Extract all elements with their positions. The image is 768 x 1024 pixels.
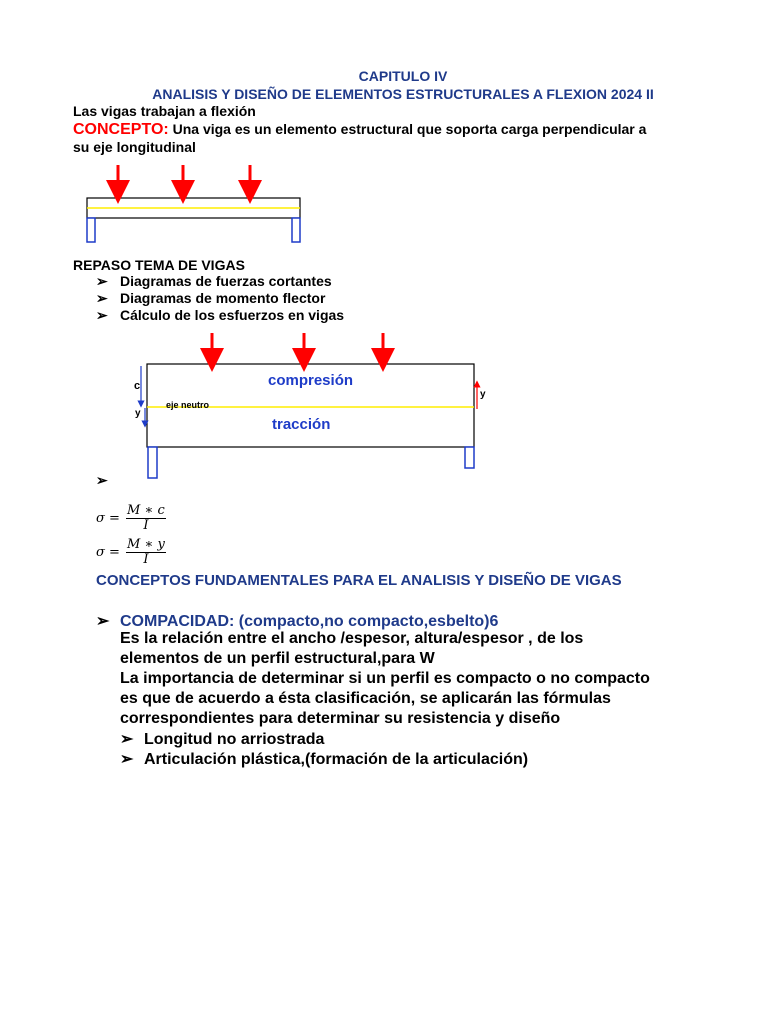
compactness-item [96,611,498,631]
fraction: $\frac{M ∗ y}{I}$ [127,537,165,567]
bullet-arrow-icon: ➢ [96,307,108,323]
beam1-support-right [292,218,300,242]
review-item: ➢ Cálculo de los esfuerzos en vigas [96,307,345,323]
y-label-left: y [135,408,141,419]
concept-text-line2: su eje longitudinal [73,139,196,155]
fundamentals-heading: CONCEPTOS FUNDAMENTALES PARA EL ANALISIS Y DISEÑO DE VIGAS [96,572,622,589]
paragraph-line: elementos de un perfil estructural,para W [120,650,435,667]
bullet-arrow-icon: ➢ [96,613,110,630]
bullet-arrow-icon: ➢ [96,290,108,306]
concept-label: CONCEPTO: [73,121,169,138]
paragraph-line: La importancia de determinar si un perfil es compacto o no compacto [120,670,650,687]
stress-formula-y: σ = $\frac{M ∗ y}{I}$ [96,537,165,567]
review-item: ➢ Diagramas de momento flector [96,290,326,306]
beam2-support-right [465,447,474,468]
beam2-support-left [148,447,157,478]
paragraph-line: Es la relación entre el ancho /espesor, altura/espesor , de los [120,630,584,647]
sub-item: ➢ Articulación plástica,(formación de la articulación) [120,751,529,768]
bullet-arrow-icon: ➢ [96,472,108,488]
bullet-arrow-icon: ➢ [96,273,108,289]
paragraph-line: correspondientes para determinar su resistencia y diseño [120,710,561,727]
stress-formula-c: σ = $\frac{M ∗ c}{I}$ [96,503,165,533]
chapter-title: CAPITULO IV [358,68,448,84]
compactness-title: COMPACIDAD: (compacto,no compacto,esbelto)6 [120,613,499,630]
fraction: $\frac{M ∗ c}{I}$ [127,503,165,533]
concept-text-line1: Una viga es un elemento estructural que soporta carga perpendicular a [168,121,647,137]
tension-label: tracción [272,416,331,433]
paragraph-line: es que de acuerdo a ésta clasificación, se aplicarán las fórmulas [120,690,611,707]
y-label-right: y [480,389,486,400]
empty-bullet [96,472,120,489]
neutral-axis-label: eje neutro [166,400,210,410]
beam1-support-left [87,218,95,242]
review-heading: REPASO TEMA DE VIGAS [73,257,245,273]
c-label: c [134,380,141,392]
bullet-arrow-icon: ➢ [120,751,134,768]
bullet-arrow-icon: ➢ [120,731,134,748]
sub-item: ➢ Longitud no arriostrada [120,731,325,748]
review-item: ➢ Diagramas de fuerzas cortantes [96,273,332,289]
document-title: ANALISIS Y DISEÑO DE ELEMENTOS ESTRUCTURALES A FLEXION 2024 II [152,86,654,102]
compression-label: compresión [268,372,354,389]
intro-text: Las vigas trabajan a flexión [73,103,256,119]
